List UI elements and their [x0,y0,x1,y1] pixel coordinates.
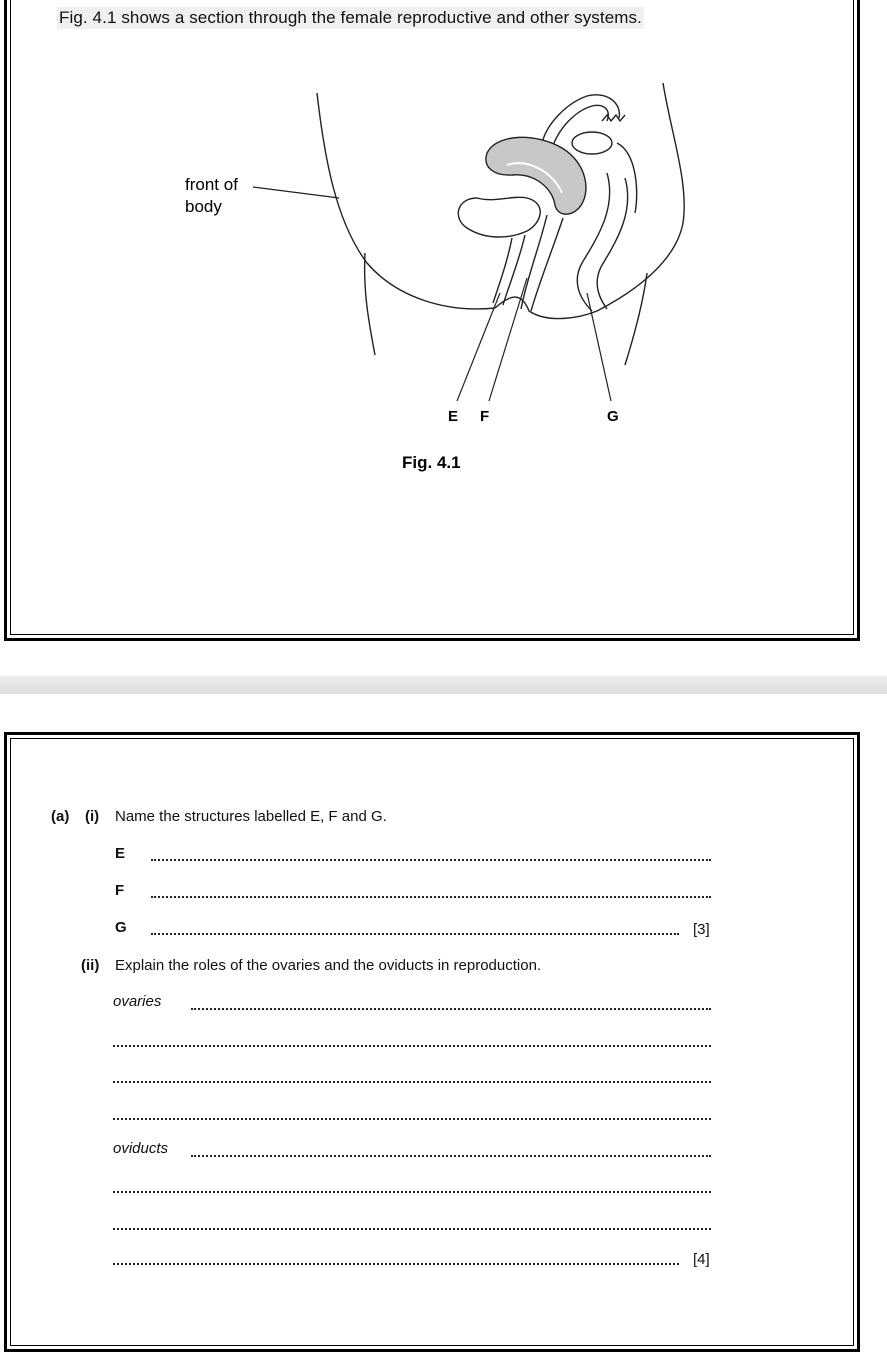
ovaries-line-3[interactable] [113,1081,711,1083]
marks-i: [3] [693,921,710,938]
bladder [458,197,540,237]
prompt-i: Name the structures labelled E, F and G. [115,808,387,825]
ovary [572,132,612,154]
part-ii-label: (ii) [81,957,100,974]
prompt-ii: Explain the roles of the ovaries and the oviducts in reproduction. [115,957,542,974]
page-gap [0,676,887,694]
answer-label-e: E [115,845,126,862]
front-of-body-leader [253,187,339,198]
figure-page [4,0,860,641]
answer-line-e[interactable] [151,859,711,861]
answer-label-g: G [115,919,127,936]
label-e: E [448,408,459,425]
answer-line-f[interactable] [151,896,711,898]
ovaries-label: ovaries [113,993,162,1010]
vagina [521,215,547,309]
oviducts-label: oviducts [113,1140,169,1157]
rectum-inner [597,178,627,309]
oviducts-line-4[interactable] [113,1263,679,1265]
reproductive-system-diagram [7,0,857,633]
fimbriae [602,115,625,121]
ovaries-line-2[interactable] [113,1045,711,1047]
ovaries-line-4[interactable] [113,1118,711,1120]
oviducts-line-3[interactable] [113,1228,711,1230]
urethra [493,238,512,303]
abdomen-outline [317,93,495,309]
label-body: body [185,197,222,216]
label-g: G [607,408,619,425]
question-page [4,732,860,1352]
thigh-front-outline [365,253,375,355]
figure-caption: Fig. 4.1 [402,453,461,472]
oviducts-line-2[interactable] [113,1191,711,1193]
part-a-label: (a) [51,808,70,825]
perineum [495,297,597,318]
label-front-of: front of [185,175,238,194]
answer-line-g[interactable] [151,933,679,935]
marks-ii: [4] [693,1251,710,1268]
part-i-label: (i) [85,808,100,825]
oviduct-inner [552,105,608,148]
vagina-inner [531,218,563,311]
answer-label-f: F [115,882,125,899]
label-f: F [480,408,490,425]
oviducts-line-1[interactable] [191,1155,711,1157]
figure-intro: Fig. 4.1 shows a section through the female reproductive and other systems. [59,8,642,27]
ovaries-line-1[interactable] [191,1008,711,1010]
